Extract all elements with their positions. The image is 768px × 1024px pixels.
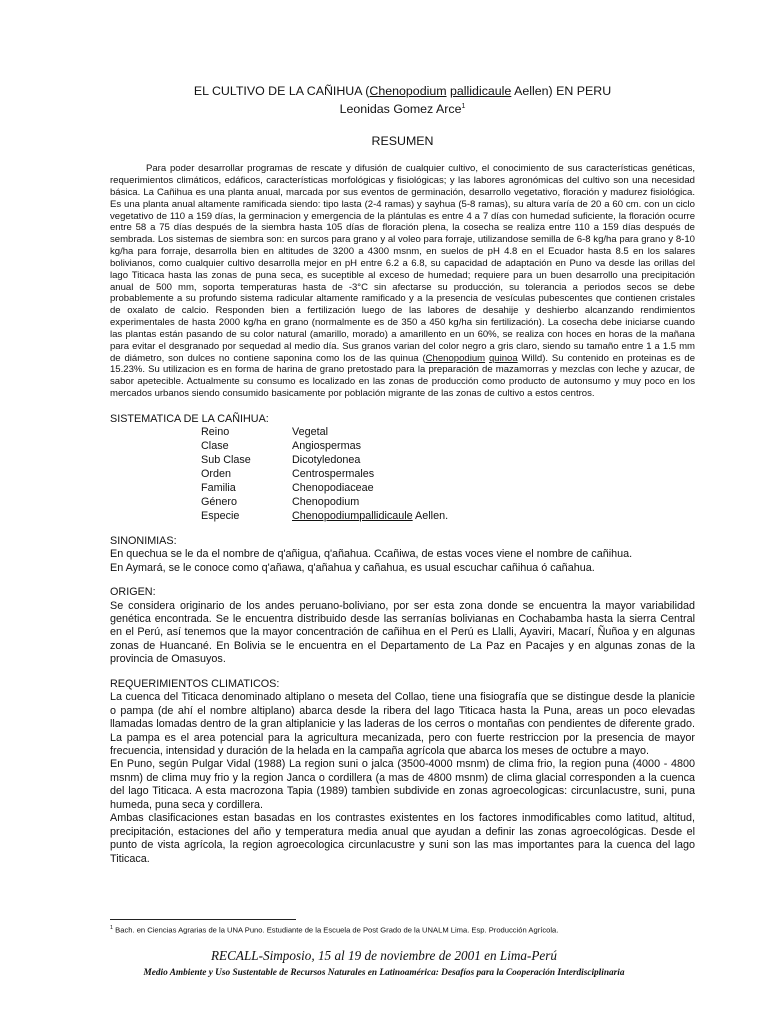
requerimientos-paragraph-3: Ambas clasificaciones estan basadas en los contrastes existentes en los factores inmodificables como latitud, altitud, precipitación, estaciones del año y temperatura media anual que ayudan a definir las zonas agroecológicas. Desde el punto de vista agrícola, la region agroecologica circunlacustre y suni son las mas importantes para la cuenca del lago Titicaca.: [110, 812, 695, 865]
author-footnote-mark: 1: [461, 103, 466, 110]
section-heading-resumen: RESUMEN: [371, 134, 434, 149]
taxonomy-value: Angiospermas: [292, 440, 362, 453]
footnote-divider: [110, 919, 296, 920]
abstract: [110, 163, 695, 400]
taxonomy-rank: Familia: [201, 482, 236, 495]
taxonomy-value: Chenopodium: [292, 495, 360, 508]
taxonomy-rank: Sub Clase: [201, 454, 251, 467]
title-genus: Chenopodium: [369, 84, 447, 98]
footer-subtitle-line: Medio Ambiente y Uso Sustentable de Recursos Naturales en Latinoamérica: Desafíos para la Cooperación Interdisciplinaria: [143, 968, 625, 978]
title-suffix: Aellen) EN PERU: [511, 84, 612, 98]
abstract-sci-species: quinoa: [488, 352, 518, 364]
requerimientos-heading: REQUERIMIENTOS CLIMATICOS:: [110, 677, 280, 690]
footnote: [110, 923, 558, 936]
title-text: EL CULTIVO DE LA CAÑIHUA (: [193, 84, 370, 98]
footer-event-line: RECALL-Simposio, 15 al 19 de noviembre de 2001 en Lima-Perú: [210, 948, 557, 963]
requerimientos-paragraph-1: La cuenca del Titicaca denominado altiplano o meseta del Collao, tiene una fisiografía que se distingue desde la planicie o pampa (de ahí el nombre altiplano) abarca desde la ribera del lago Titicaca hasta la Puna, areas un poco elevadas llamadas lomadas dentro de la gran altiplanicie y las laderas de los cerros o montañas con pendientes de diferente grado. La pampa es el area potencial para la agricultura mecanizada, pero con fuerte restriccion por la presencia de mayor frecuencia, intensidad y duración de la helada en la campaña agrícola que abarca los meses de octubre a mayo.: [110, 691, 695, 758]
abstract-sci-genus: Chenopodium: [425, 352, 486, 364]
origen-paragraph: Se considera originario de los andes peruano-boliviano, por ser esta zona donde se encuentra la mayor variabilidad genética encontrada. Se le encuentra distribuido desde las serranías bolivianas en Cochabamba hasta la sierra Central en el Perú, así tenemos que la mayor concentración de cañihua en el Perú es Llalli, Ayaviri, Macarí, Ñuñoa y en algunas zonas de Huancané. En Bolivia se le encuentra en el Departamento de La Paz en Pacajes y en algunas zonas de la provincia de Omasuyos.: [110, 599, 695, 666]
author-line: [110, 99, 695, 117]
taxonomy-row: [110, 468, 695, 482]
taxonomy-rank: Clase: [201, 440, 229, 453]
taxonomy-value: Dicotyledonea: [292, 454, 361, 467]
taxonomy-value: [292, 510, 695, 524]
taxonomy-row: [110, 426, 695, 440]
taxonomy-row: [110, 454, 695, 468]
footnote-mark: 1: [110, 925, 114, 931]
author-name: Leonidas Gomez Arce: [339, 102, 462, 117]
abstract-text-2: Willd). Su contenido en proteinas es de 15.23%. Su utilizacion es en forma de harina de grano pretostado para la preparación de mazamorras y mezclas con leche y azucar, de sabor apetecible. Actualmente su consumo es localizado en las zonas de producción como producto de autonsumo y muy poco en los mercados urbanos siendo consumido basicamente por población migrante de las zonas de cultivo a estos centros.: [110, 352, 696, 400]
especie-author: Aellen.: [412, 509, 449, 522]
taxonomy-row-especie: [110, 510, 695, 524]
abstract-text-1: Para poder desarrollar programas de rescate y difusión de cualquier cultivo, el conocimiento de sus características genéticas, requerimientos climáticos, edáficos, características morfológicas y fisiológicas; y las labores agronómicas del cultivo son una necesidad básica. La Cañihua es una planta anual, marcada por sus eventos de germinación, desarrollo vegetativo, floración y madurez fisiológica. Es una planta anual altamente ramificada siendo: tipo lasta (2-4 ramas) y sayhua (5-8 ramas), su altura varía de 20 a 60 cm. con un ciclo vegetativo de 110 a 159 días, la germinacion y emergencia de la plántulas es entre 4 a 7 días con humedad suficiente, la floración ocurre entre 58 a 75 días después de la siembra hasta 105 días de floración plena, la cosecha se realiza entre 110 a 159 días después de sembrada. Los sistemas de siembra son: en surcos para grano y al voleo para forraje, utilizandose semilla de 6-8 kg/ha para grano y 8-10 kg/ha para forraje, desarrolla bien en altitudes de 3200 a 4300 msnm, en suelos de pH 4.8 en el Ecuador hasta 8.5 en los salares bolivianos, como cualquier cultivo desarrolla mejor en pH entre 6.2 a 6.8, su capacidad de adaptación en Puno va desde las orillas del lago Titicaca hasta las zonas de puna seca, es suceptible al exceso de humedad; requiere para un buen desarrollo una precipitación anual de 500 mm, soporta temperaturas hasta de -3°C sin afectarse su producción, su tolerancia a periodos secos se debe probablemente a su profundo sistema radicular altamente ramificado y a la presencia de vesículas pubescentes que contienen cristales de oxalato de calcio. Responden bien a fertilización luego de las labores de desahije y deshierbo alcanzando rendimientos experimentales de hasta 2000 kg/ha en grano (normalmente es de 350 a 450 kg/ha sin fertilización). La cosecha debe iniciarse cuando las plantas están pasando de su color natural (amarillo, morado) a amarillento en un 60%, se realiza con hoces en horas de la mañana para evitar el desgranado por sequedad al medio día. Sus granos varian del color negro a gris claro, siendo su tamaño entre 1 a 1.5 mm de diámetro, son dulces no contiene saponina como los de las quinua (: [110, 163, 695, 364]
taxonomy-value: Chenopodiaceae: [292, 482, 374, 495]
taxonomy-table: [110, 426, 695, 523]
taxonomy-row: [110, 440, 695, 454]
taxonomy-row: [110, 482, 695, 496]
taxonomy-rank: Género: [201, 495, 238, 508]
page-content: [110, 84, 695, 866]
sistematica-heading: SISTEMATICA DE LA CAÑIHUA:: [110, 413, 269, 425]
sinonimias-heading: SINONIMIAS:: [110, 534, 177, 547]
requerimientos-paragraph-2: En Puno, según Pulgar Vidal (1988) La region suni o jalca (3500-4000 msnm) de clima frio, la region puna (4000 - 4800 msnm) de clima muy frio y la region Janca o cordillera (a mas de 4800 msnm) de clima glacial corresponden a la cuenca del lago Titicaca. A esta macrozona Tapia (1989) tambien subdivide en zonas agroecologicas: circunlacustre, suni, puna humeda, puna seca y cordillera.: [110, 758, 695, 811]
abstract-paragraph: [110, 163, 695, 400]
title-species: pallidicaule: [450, 84, 512, 98]
taxonomy-rank: Orden: [201, 468, 232, 481]
especie-species: pallidicaule: [359, 509, 413, 522]
origen-heading: ORIGEN:: [110, 586, 156, 599]
taxonomy-value: Centrospermales: [292, 468, 375, 481]
document-title: [110, 84, 695, 99]
taxonomy-rank: Especie: [201, 509, 240, 522]
sinonimias-aymara: En Aymará, se le conoce como q'añawa, q'añahua y cañahua, es usual escuchar cañihua ó cañahua.: [110, 561, 595, 574]
especie-genus: Chenopodium: [292, 509, 360, 522]
footnote-text: Bach. en Ciencias Agrarias de la UNA Puno. Estudiante de la Escuela de Post Grado de la UNALM Lima. Esp. Producción Agrícola.: [113, 925, 559, 935]
taxonomy-value: Vegetal: [292, 426, 329, 439]
taxonomy-row: [110, 496, 695, 510]
section-sistematica: [110, 413, 695, 866]
sinonimias-quechua: En quechua se le da el nombre de q'añigua, q'añahua. Ccañiwa, de estas voces viene el nombre de cañihua.: [110, 548, 633, 561]
taxonomy-rank: Reino: [201, 426, 230, 439]
